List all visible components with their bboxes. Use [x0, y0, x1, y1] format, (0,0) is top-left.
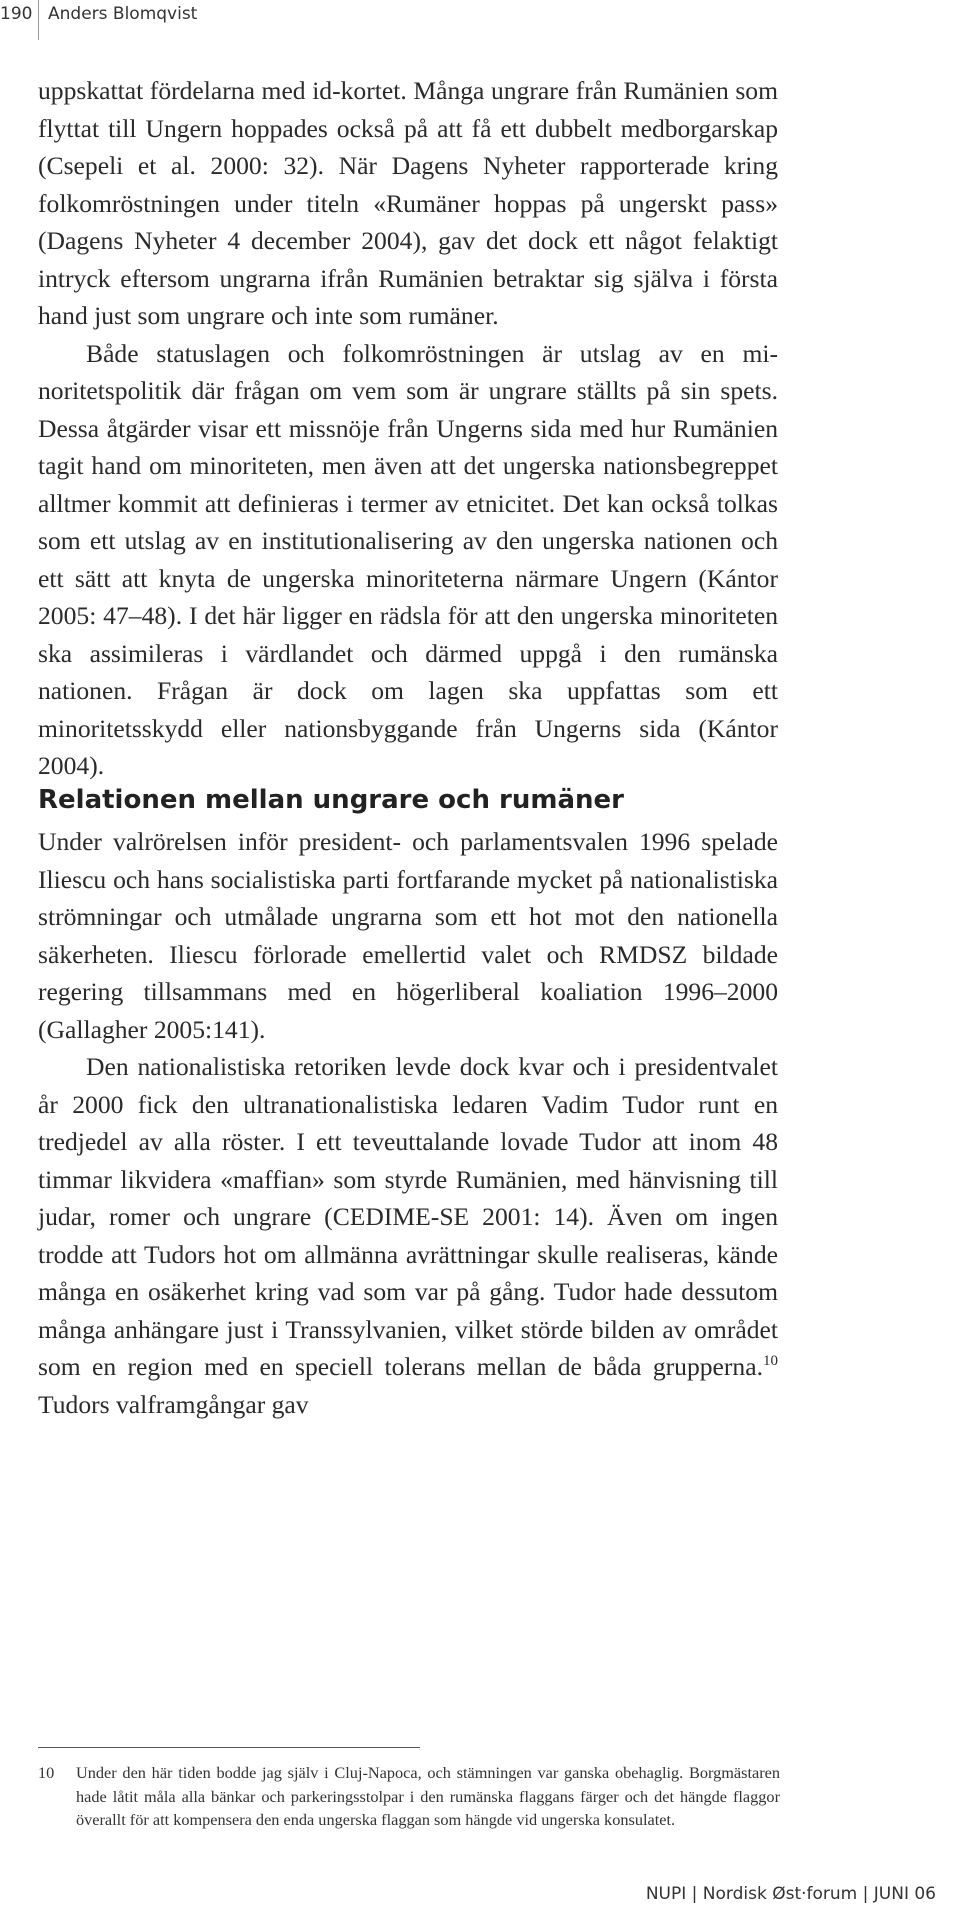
- paragraph: [38, 1048, 778, 1423]
- footnote: [38, 1761, 780, 1832]
- paragraph: Både statuslagen och folkomröstningen är utslag av en minoritetspolitik där frågan om vem som är ungrare ställts på sin spets. Dessa åtgärder visar ett missnöje från Ungerns sida med hur Rumänien tagit hand om minoriteten, men även att det ungerska nationsbegreppet alltmer kommit att definieras i termer av etnicitet. Det kan också tolkas som ett utslag av en institutionalisering av den ungerska nationen och ett sätt att knyta de ungerska minoriteterna närmare Ungern (Kántor 2005: 47–48). I det här ligger en rädsla för att den ungerska minoriteten ska assimileras i värdlandet och därmed uppgå i den rumänska nationen. Frågan är dock om lagen ska uppfattas som ett minoritetsskydd eller nationsbyggande från Ungerns sida (Kántor 2004).: [38, 338, 778, 780]
- paragraph: Under valrörelsen inför president- och parlamentsvalen 1996 spelade Iliescu och hans socialistiska parti fortfarande mycket på nationalistiska strömningar och utmålade ungrarna som ett hot mot den nationella säkerheten. Iliescu förlorade emellertid valet och RMDSZ bildade regering tillsammans med en högerliberal koaliation 1996–2000 (Gallagher 2005:141).: [38, 827, 778, 1044]
- header-divider: [38, 0, 39, 40]
- section-heading: Relationen mellan ungrare och rumäner: [38, 785, 624, 815]
- footnote-text: Under den här tiden bodde jag själv i Cluj-Napoca, och stämningen var ganska obehaglig. Borgmästaren hade låtit måla alla bänkar och parkeringsstolpar i den rumänska flaggans färger och det hängde flaggor överallt för att kompensera den enda ungerska flaggan som hängde vid ungerska konsulatet.: [76, 1763, 780, 1829]
- running-header: [0, 0, 400, 40]
- footnote-divider: [38, 1747, 420, 1748]
- paragraph-tail: Tudors valframgångar gav: [38, 1389, 309, 1419]
- footnote-number: 10: [38, 1763, 55, 1782]
- paragraph-text: Den nationalistiska retoriken levde dock kvar och i presidentvalet år 2000 fick den ultranationalistiska ledaren Vadim Tudor runt en tredjedel av alla röster. I ett teveuttalande lovade Tudor att inom 48 timmar likvidera «maffian» som styrde Rumänien, med hänvisning till judar, romer och ungrare (CEDIME-SE 2001: 14). Även om ingen trodde att Tudors hot om allmänna avrättningar skulle realiseras, kände många en osäkerhet kring vad som var på gång. Tudor hade dessutom många anhängare just i Transsylvanien, vilket störde bilden av området som en region med en speciell tolerans mellan de båda grupperna.: [38, 1052, 778, 1381]
- paragraph: uppskattat fördelarna med id-kortet. Många ungrare från Rumänien som flyttat till Ungern hoppades också på att få ett dubbelt medborgarskap (Csepeli et al. 2000: 32). När Dagens Nyheter rapporterade kring folkomröstningen under titeln «Rumäner hoppas på ungerskt pass» (Dagens Nyheter 4 december 2004), gav det dock ett något felaktigt intryck eftersom ungrarna ifrån Rumänien betraktar sig själva i första hand just som ungrare och inte som rumäner.: [38, 76, 778, 330]
- footnote-reference: 10: [763, 1353, 778, 1369]
- page-footer: NUPI | Nordisk Øst·forum | JUNI 06: [645, 1884, 936, 1904]
- body-section-2: [38, 823, 778, 1423]
- page-number: 190: [0, 4, 33, 24]
- running-head-author: Anders Blomqvist: [48, 4, 198, 24]
- body-section-1: [38, 72, 778, 785]
